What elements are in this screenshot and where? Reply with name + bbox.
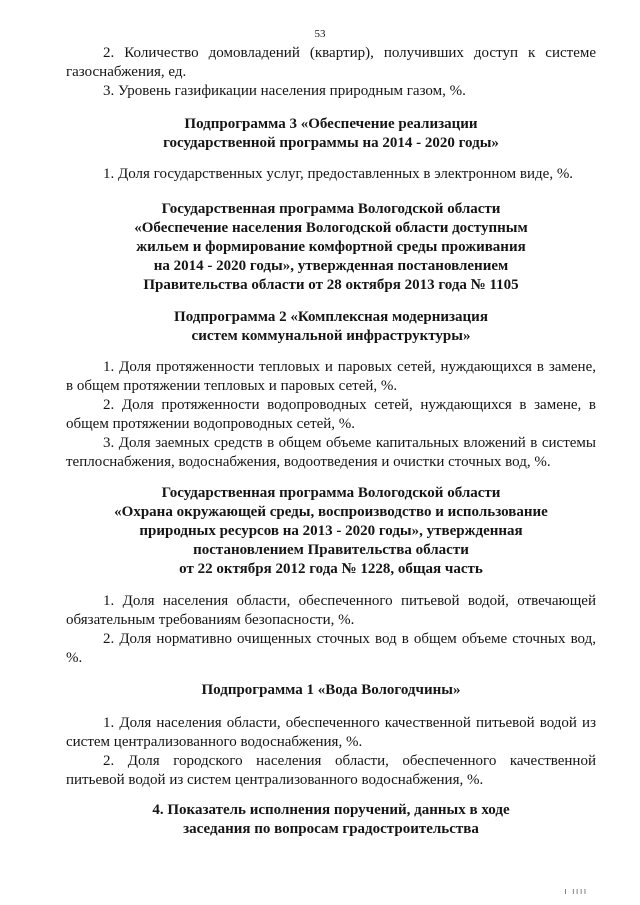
heading-line: на 2014 - 2020 годы», утвержденная постановлением	[153, 258, 509, 274]
heading-line: природных ресурсов на 2013 - 2020 годы», утвержденная	[139, 523, 523, 539]
paragraph-wastewater	[66, 630, 596, 668]
paragraph-text: 3. Доля заемных средств в общем объеме капитальных вложений в системы теплоснабжения, водоснабжения, водоотведения и очистки сточных вод, %.	[66, 435, 596, 470]
heading-line: заседания по вопросам градостроительства	[183, 821, 479, 837]
paragraph-text: 1. Доля населения области, обеспеченного качественной питьевой водой из систем централизованного водоснабжения, %.	[66, 715, 596, 750]
heading-line: Подпрограмма 2 «Комплексная модернизация	[174, 309, 488, 325]
heading-line: 4. Показатель исполнения поручений, данных в ходе	[152, 802, 510, 818]
paragraph-urban-water	[66, 752, 596, 790]
paragraph-quality-water	[66, 714, 596, 752]
paragraph-water-networks	[66, 396, 596, 434]
paragraph-text: 2. Количество домовладений (квартир), получивших доступ к системе газоснабжения, ед.	[66, 45, 596, 80]
heading-line: «Обеспечение населения Вологодской области доступным	[134, 220, 528, 236]
paragraph-text: 2. Доля протяженности водопроводных сетей, нуждающихся в замене, в общем протяжении водопроводных сетей, %.	[66, 397, 596, 432]
heading-line: систем коммунальной инфраструктуры»	[191, 328, 471, 344]
heading-subprogram-2	[66, 308, 596, 346]
heading-subprogram-1	[66, 681, 596, 700]
heading-line: Подпрограмма 1 «Вода Вологодчины»	[201, 682, 461, 698]
page-number: 53	[314, 28, 326, 40]
heading-line: жильем и формирование комфортной среды проживания	[136, 239, 526, 255]
heading-section-4	[66, 801, 596, 839]
heading-environment-program	[66, 484, 596, 579]
heading-line: Государственная программа Вологодской области	[161, 485, 501, 501]
heading-housing-program	[66, 200, 596, 295]
paragraph-text: 1. Доля населения области, обеспеченного питьевой водой, отвечающей обязательным требованиям безопасности, %.	[66, 593, 596, 628]
heading-line: Правительства области от 28 октября 2013 года № 1105	[143, 277, 519, 293]
paragraph-text: 1. Доля государственных услуг, предоставленных в электронном виде, %.	[103, 166, 574, 182]
paragraph-gasification-level	[66, 82, 596, 101]
scan-mark: I IIII	[564, 889, 588, 896]
heading-line: государственной программы на 2014 - 2020 годы»	[163, 135, 499, 151]
paragraph-borrowed-funds	[66, 434, 596, 472]
heading-line: от 22 октября 2012 года № 1228, общая часть	[179, 561, 483, 577]
paragraph-drinking-water	[66, 592, 596, 630]
paragraph-household-count	[66, 44, 596, 82]
paragraph-text: 3. Уровень газификации населения природным газом, %.	[103, 83, 466, 99]
paragraph-heat-networks	[66, 358, 596, 396]
paragraph-text: 1. Доля протяженности тепловых и паровых сетей, нуждающихся в замене, в общем протяжении тепловых и паровых сетей, %.	[66, 359, 596, 394]
heading-line: постановлением Правительства области	[193, 542, 469, 558]
heading-line: «Охрана окружающей среды, воспроизводство и использование	[114, 504, 548, 520]
paragraph-text: 2. Доля нормативно очищенных сточных вод в общем объеме сточных вод, %.	[66, 631, 596, 666]
heading-line: Подпрограмма 3 «Обеспечение реализации	[184, 116, 478, 132]
paragraph-electronic-services	[66, 165, 596, 184]
heading-line: Государственная программа Вологодской области	[161, 201, 501, 217]
paragraph-text: 2. Доля городского населения области, обеспеченного качественной питьевой водой из систем централизованного водоснабжения, %.	[66, 753, 596, 788]
heading-subprogram-3	[66, 115, 596, 153]
